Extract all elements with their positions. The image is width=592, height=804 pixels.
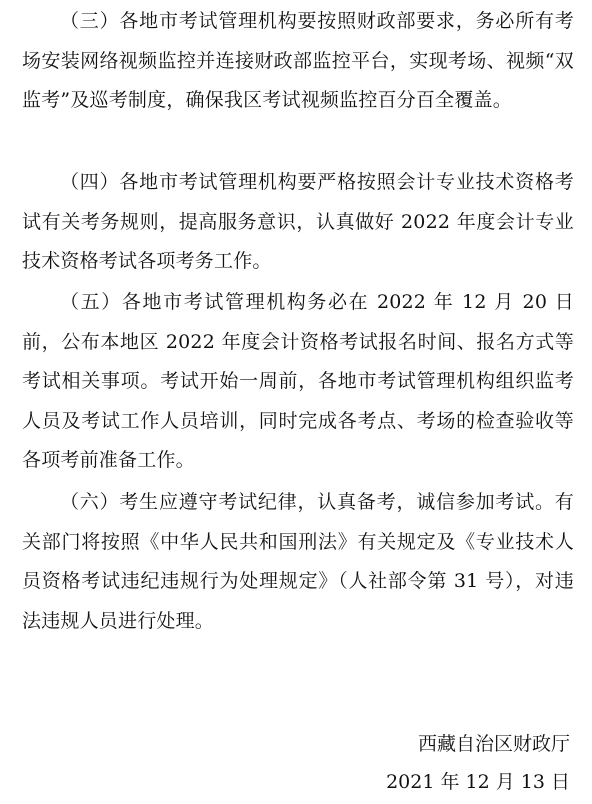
signature-organization: 西藏自治区财政厅	[417, 733, 570, 755]
paragraph-four: （四）各地市考试管理机构要严格按照会计专业技术资格考试有关考务规则，提高服务意识，认真做好 2022 年度会计专业技术资格考试各项考务工作。	[22, 171, 574, 272]
paragraph-five: （五）各地市考试管理机构务必在 2022 年 12 月 20 日前，公布本地区 2022 年度会计资格考试报名时间、报名方式等考试相关事项。考试开始一周前，各地市考试管理机构组织监考人员及考试工作人员培训，同时完成各考点、考场的检查验收等各项考前准备工作。	[22, 291, 574, 471]
signature-date: 2021 年 12 月 13 日	[386, 771, 570, 793]
paragraph-six: （六）考生应遵守考试纪律，认真备考，诚信参加考试。有关部门将按照《中华人民共和国刑法》有关规定及《专业技术人员资格考试违纪违规行为处理规定》（人社部令第 31 号），对违法违规人员进行处理。	[22, 491, 574, 632]
paragraph-three: （三）各地市考试管理机构要按照财政部要求，务必所有考场安装网络视频监控并连接财政部监控平台，实现考场、视频“双监考”及巡考制度，确保我区考试视频监控百分百全覆盖。	[22, 10, 574, 111]
